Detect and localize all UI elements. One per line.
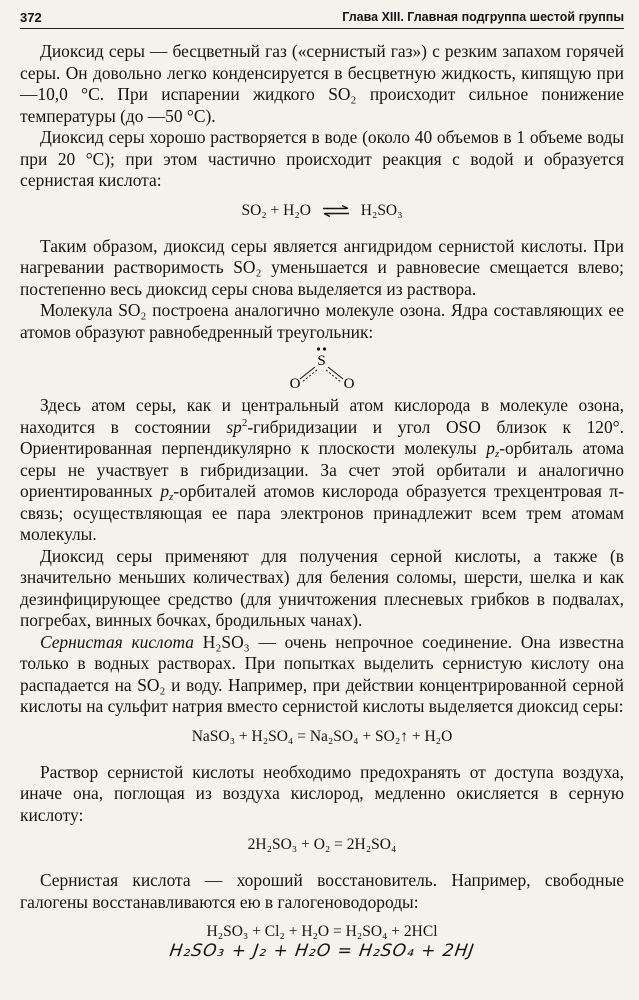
so2-molecule-diagram — [282, 345, 362, 391]
equation-halogen-reduction: H₂SO₃ + Cl₂ + H₂O = H₂SO₄ + 2HCl — [206, 923, 438, 940]
lone-pair-dot-left — [317, 347, 320, 350]
equation-left-side: SO₂ + H₂O — [241, 201, 311, 219]
term-pz: p — [160, 481, 170, 501]
chapter-title: Глава XIII. Главная подгруппа шестой группы — [342, 10, 624, 24]
running-head — [20, 8, 624, 29]
lone-pair-dot-right — [323, 347, 326, 350]
equilibrium-arrow-icon — [321, 205, 351, 217]
molecule-sulfur-atom: S — [317, 353, 326, 369]
paragraph-anhydride: Таким образом, диоксид серы является ангидридом сернистой кислоты. При нагревании растворимость SO₂ уменьшается и равновесие смещается влево; постепенно весь диоксид серы снова выделяется из раствора. — [20, 235, 624, 299]
superscript: 2 — [241, 416, 248, 429]
paragraph-applications: Диоксид серы применяют для получения серной кислоты, а также (в значительно меньших количествах) для беления соломы, шерсти, шелка и как дезинфицирующее средство (для уничтожения плесневых грибков в подвалах, погребах, винных бочках, бродильных чанах). — [20, 545, 624, 630]
term-sp: sp — [226, 416, 242, 437]
subscript: z — [494, 448, 500, 460]
book-page — [20, 8, 624, 963]
term-sulfurous-acid: Сернистая кислота — [40, 631, 195, 652]
text-run: -орбиталей атомов кислорода образуется трехцентровая π-связь; осуществляющая ее пара электронов принадлежит всем трем атомам молекулы. — [20, 481, 624, 544]
equation-sulfite-decomposition: NaSO₃ + H₂SO₄ = Na₂SO₄ + SO₂↑ + H₂O — [191, 727, 453, 745]
paragraph-oxidation: Раствор сернистой кислоты необходимо предохранять от доступа воздуха, иначе она, поглощая из воздуха кислород, медленно окисляется в серную кислоту: — [20, 761, 624, 825]
text-run: Здесь атом серы, как и центральный атом кислорода в молекуле озона, находится в состоянии — [20, 395, 624, 437]
text-run: -орбиталь атома серы не участвует в гибридизации. За счет этой орбитали и аналогично ориентированных — [20, 438, 624, 501]
paragraph-so2-properties: Диоксид серы — бесцветный газ («сернистый газ») с резким запахом горячей серы. Он довольно легко конденсируется в бесцветную жидкость, кипящую при —10,0 °С. При испарении жидкого SO₂ происходит сильное понижение температуры (до —50 °С). — [20, 41, 624, 126]
molecule-oxygen-right: O — [343, 376, 355, 391]
paragraph-hybridization — [20, 395, 624, 546]
paragraph-molecule-structure: Молекула SO₂ построена аналогично молекуле озона. Ядра составляющих ее атомов образуют равнобедренный треугольник: — [20, 300, 624, 342]
equation-oxidation: 2H₂SO₃ + O₂ = 2H₂SO₄ — [247, 836, 397, 853]
body-text — [20, 41, 624, 963]
handwritten-annotation: H₂SO₃ + J₂ + H₂O = H₂SO₄ + 2HJ — [168, 941, 476, 961]
text-run: — очень непрочное соединение. Она известна только в водных растворах. При попытках выделить сернистую кислоту она распадается на SO₂ и воду. Например, при действии концентрированной серной кислоты на сульфит натрия вместо сернистой кислоты выделяется диоксид серы: — [20, 631, 624, 716]
equation-so2-water — [20, 200, 624, 222]
subscript: z — [169, 491, 174, 503]
molecule-oxygen-left: O — [289, 376, 301, 391]
term-pz: p — [486, 438, 495, 458]
text-run: -гибридизации и угол OSO близок к 120°. Ориентированная перпендикулярно к плоскости молекулы — [20, 416, 624, 458]
paragraph-so2-solubility: Диоксид серы хорошо растворяется в воде (около 40 объемов в 1 объеме воды при 20 °С); при этом частично происходит реакция с водой и образуется сернистая кислота: — [20, 127, 624, 190]
paragraph-sulfurous-acid — [20, 632, 624, 718]
paragraph-reducing-agent: Сернистая кислота — хороший восстановитель. Например, свободные галогены восстанавливаются ею в галогеноводороды: — [20, 870, 624, 912]
page-number: 372 — [20, 10, 42, 25]
formula-inline: H₂SO₃ — [202, 631, 250, 652]
equation-right-side: H₂SO₃ — [360, 201, 403, 219]
